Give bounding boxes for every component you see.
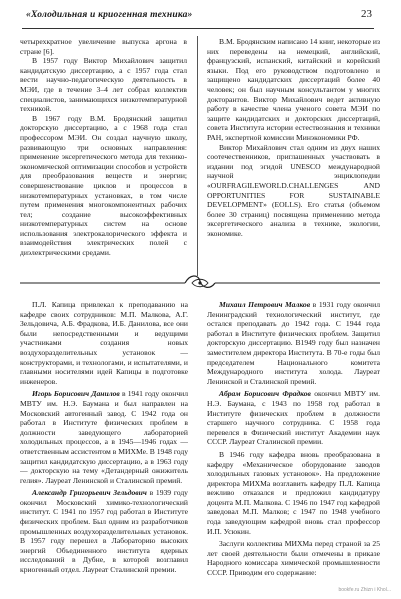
bottom-right-column [207,300,380,585]
column-divider [197,36,198,276]
person-name: Игорь Борисович Данилов [32,389,120,399]
paragraph-text: в 1931 году окончил Ленинградский технологический институт, где остался преподавать до 1942 года. С 1944 года работал в Институте физических проблем. Защитил докторскую диссертацию. В1949 году был назначен заместителем директора Института. В 70-е годы был председателем Национального комитета Международного института холода. Лауреат Ленинской и Сталинской премий. [207,300,380,386]
person-name: Абрам Борисович Фрадков [219,389,311,399]
running-header [22,6,374,29]
paragraph [20,488,188,574]
paragraph [20,300,188,386]
paragraph: В 1967 году В.М. Бродянский защитил докторскую диссертацию, а с 1968 года стал профессором МЭИ. Он создал научную школу, развивающую три основных направления: применение эксергетического метода для технико-экономической оптимизации способов и устройств для преобразования веществ и энергии; совершенствование циклов и процессов в низкотемпературных установках, в том числе путем применения многокомпонентных рабочих тел; создание высокоэффективных низкотемпературных систем на основе использования электрокалорического эффекта и взаимодействия электрических полей с диэлектрическими средами. [20,113,187,258]
paragraph [207,300,380,386]
section-ornament [20,272,380,294]
person-name: Михаил Петрович Малков [219,300,311,309]
bottom-left-column [20,300,188,585]
paragraph: В.М. Бродянским написано 14 книг, некоторые из них переведены на немецкий, английский, французский, испанский, китайский и корейский языки. Под его руководством подготовлено и защищено кандидатских диссертаций более 40 человек; он был научным консультантом у многих докторантов. Виктор Михайлович ведет активную работу в качестве члена ученого совета МЭИ по защите кандидатских и докторских диссертаций, совета Института истории естествознания и техники РАН, экспертной комиссии Минэкономики РФ. [207,37,380,142]
paragraph-text: В 1946 году кафедра вновь преобразована в кафедру «Механическое оборудование заводов холодильных газовых установок». На предложение директора МИХМа возглавить кафедру П.Л. Капица вежливо отказался и предложил кандидатуру доцента М.П. Малкова. С 1946 по 1947 год кафедрой заведовал М.П. Малков; с 1947 по 1948 учебного года заведующим кафедрой вновь стал профессор И.П. Усюкин. [207,449,380,536]
watermark-stamp: bookfe.ru Zhizn i Khol... [338,587,391,593]
paragraph: четырехкратное увеличение выпуска аргона в стране [6]. [20,37,187,56]
paragraph-text: в 1941 году окончил МВТУ им. Н.Э. Баумана и был направлен на Московский автогенный завод. С 1942 года он работал в Институте физических проблем в должности заведующего лабораторией холодильных процессов, а в 1945—1946 годах — ответственным ассистентом в МИХМе. В 1948 году защитил кандидатскую диссертацию, а в 1963 году — докторскую на тему «Детандерный ожижитель гелия». Лауреат Ленинской и Сталинской премий. [20,389,188,485]
paragraph-text: П.Л. Капица привлекал к преподаванию на кафедре своих сотрудников: М.П. Малкова, А.Г. Зельдовича, А.Б. Фрадкова, И.Б. Данилова, все они были непосредственными и ведущими участниками создания новых воздухоразделительных установок — конструкторами, и технологами, и испытателями, и главными носителями идей Капицы в подготовке инженеров. [20,300,188,386]
journal-title: «Холодильная и криогенная техника» [26,10,193,20]
page-number: 23 [361,8,372,20]
paragraph-text: Заслуги коллектива МИХМа перед страной за 25 лет своей деятельности были отмечены в приказе Народного комиссара химической промышленности СССР. Приводим его содержание: [207,539,380,578]
top-left-column [20,37,187,271]
paragraph [20,389,188,485]
top-right-column [207,37,380,271]
paragraph-text: окончил МВТУ им. Н.Э. Баумана, с 1943 по 1958 год работал в Институте физических проблем в должности старшего научного сотрудника. С 1958 года перевелся в Физический институт Академии наук СССР. Лауреат Сталинской премии. [207,389,380,447]
paragraph [207,539,380,577]
paragraph: Виктор Михайлович стал одним из двух наших соотечественников, приглашенных участвовать в издании под эгидой UNESCO международной научной энциклопедии «OURFRAGILEWORLD.CHALLENGES AND OPPORTUNITIES FOR SUSTAINABLE DEVELOPMENT» (EOLLS). Его статья (объемом более 30 страниц) посвящена применению метода эксергетического анализа в технике, экологии, экономике. [207,142,380,238]
paragraph: В 1957 году Виктор Михайлович защитил кандидатскую диссертацию, а с 1957 года стал вести научно-педагогическую деятельность в МЭИ, где в течение 3–4 лет собрал коллектив специалистов, занимающихся низкотемпературной техникой. [20,56,187,114]
paragraph-text: в 1939 году окончил Московский химико-технологический институт. С 1941 по 1957 год работал в Институте физических проблем. Был одним из разработчиков промышленных воздухоразделительных установок. В 1957 году перешел в Лабораторию высоких энергий Объединенного института ядерных исследований в Дубне, в которой возглавил криогенный отдел. Лауреат Сталинской премии. [20,488,188,575]
paragraph [207,450,380,536]
paragraph [207,389,380,447]
ornament-divider-icon [20,272,380,294]
person-name: Александр Григорьевич Зельдович [32,488,147,498]
